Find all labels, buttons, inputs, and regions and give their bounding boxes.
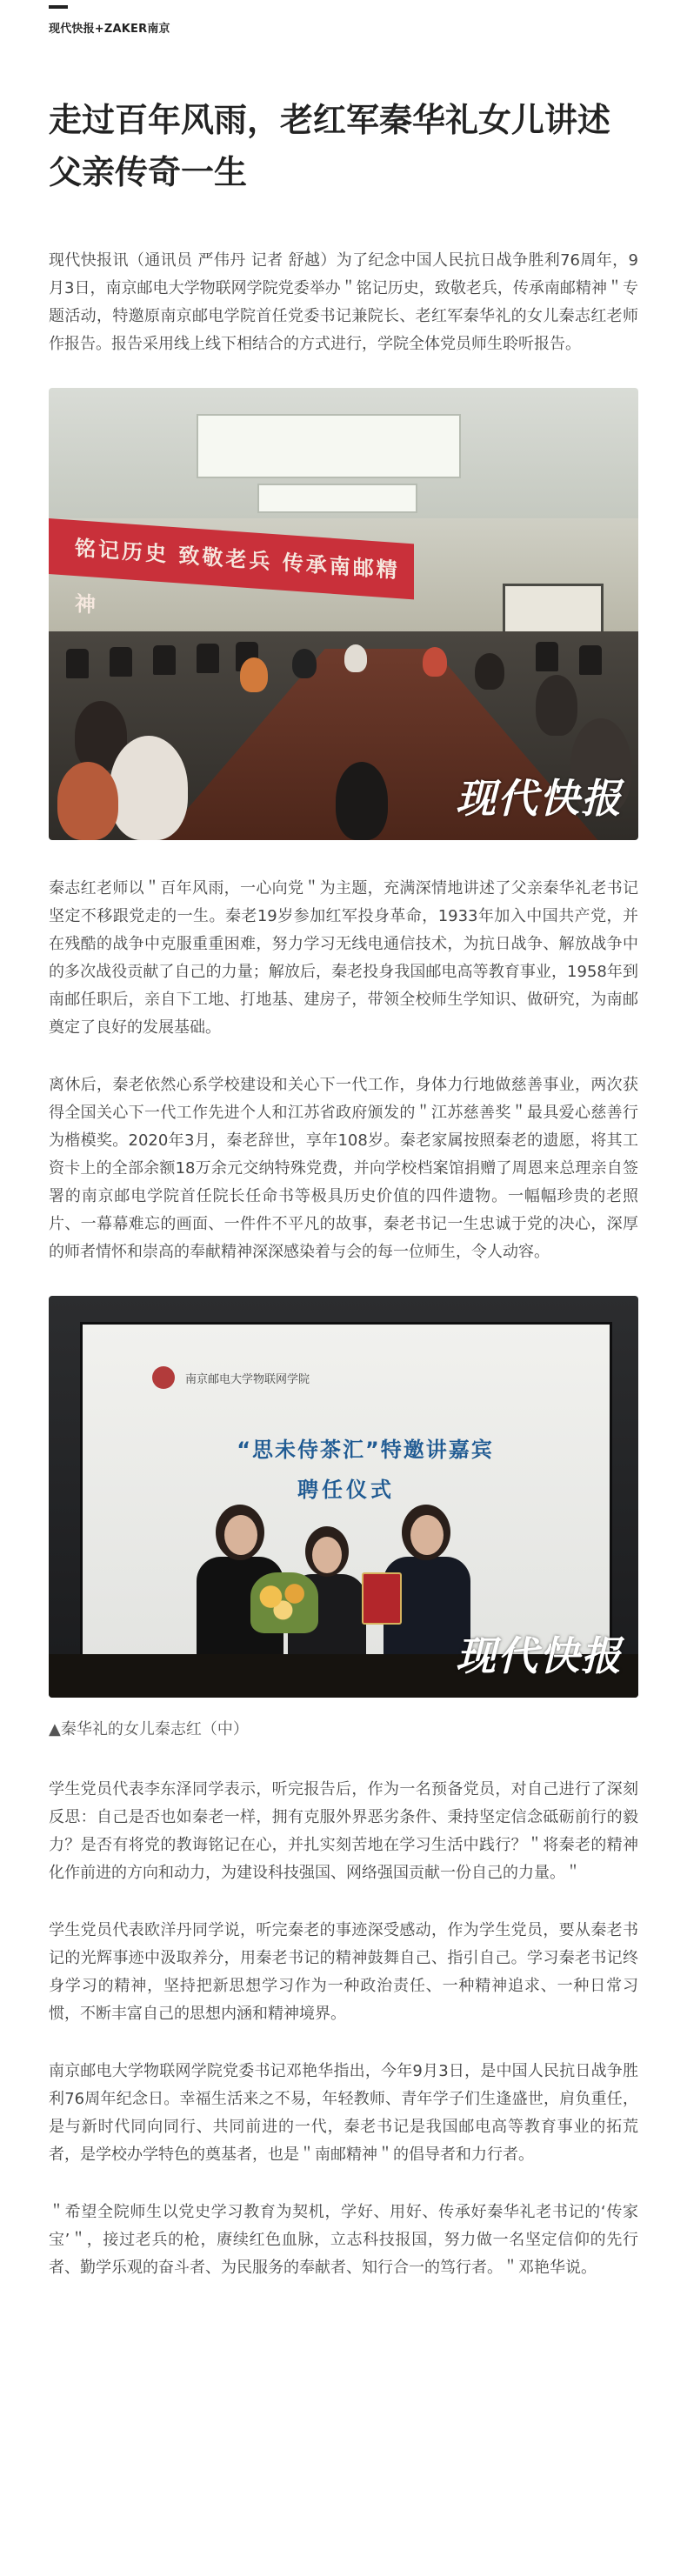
photo-attendee: [110, 736, 188, 840]
article-paragraph: 南京邮电大学物联网学院党委书记邓艳华指出，今年9月3日，是中国人民抗日战争胜利76周年纪念日。幸福生活来之不易，年轻教师、青年学子们生逢盛世，肩负重任，是与新时代同向同行、共同前进的一代，秦老书记是我国邮电高等教育事业的拓荒者，是学校办学特色的奠基者，也是＂南邮精神＂的倡导者和力行者。: [49, 2062, 638, 2164]
photo-chair: [110, 647, 132, 677]
photo-banner: 铭记历史 致敬老兵 传承南邮精神: [49, 518, 414, 599]
photo-chair: [197, 644, 219, 673]
photo-attendee: [475, 653, 504, 690]
photo-person-right-face: [410, 1515, 444, 1555]
certificate-icon: [362, 1572, 402, 1625]
photo-attendee: [57, 762, 118, 840]
screen-subtitle: 聘任仪式: [297, 1478, 395, 1502]
article-paragraph: 现代快报讯（通讯员 严伟丹 记者 舒越）为了纪念中国人民抗日战争胜利76周年，9月3日，南京邮电大学物联网学院党委举办＂铭记历史，致敬老兵，传承南邮精神＂专题活动，特邀原南京邮电学院首任党委书记兼院长、老红军秦华礼的女儿秦志红老师作报告。报告采用线上线下相结合的方式进行，学院全体党员师生聆听报告。: [49, 251, 638, 353]
photo-chair: [66, 649, 89, 678]
source-header: [49, 0, 638, 52]
photo-chair: [536, 642, 558, 671]
source-label[interactable]: 现代快报+ZAKER南京: [49, 23, 170, 36]
article-paragraph: 学生党员代表欧洋丹同学说，听完秦老的事迹深受感动，作为学生党员，要从秦老书记的光辉事迹中汲取养分，用秦老书记的精神鼓舞自己、指引自己。学习秦老书记终身学习的精神，坚持把新思想学习作为一种政治责任、一种精神追求、一种日常习惯，不断丰富自己的思想内涵和精神境界。: [49, 1921, 638, 2023]
photo-ceiling-light: [257, 484, 417, 513]
photo-person-left-face: [224, 1515, 257, 1555]
photo-attendee: [344, 644, 367, 672]
article-title: 走过百年风雨，老红军秦华礼女儿讲述父亲传奇一生: [49, 101, 611, 191]
photo-ceiling-light: [197, 414, 461, 478]
photo-person-center-face: [312, 1537, 342, 1573]
photo-attendee: [292, 649, 317, 678]
screen-header: 南京邮电大学物联网学院: [185, 1373, 310, 1386]
article-paragraph: ＂希望全院师生以党史学习教育为契机，学好、用好、传承好秦华礼老书记的‘传家宝’＂，接过老兵的枪，赓续红色血脉，立志科技报国，努力做一名坚定信仰的先行者、勤学乐观的奋斗者、为民服务的奉献者、知行合一的笃行者。＂邓艳华说。: [49, 2203, 638, 2277]
photo-chair: [579, 645, 602, 675]
photo-caption: ▲秦华礼的女儿秦志红（中）: [49, 1720, 249, 1738]
meeting-room-photo[interactable]: [49, 388, 638, 840]
article-paragraph: 秦志红老师以＂百年风雨，一心向党＂为主题，充满深情地讲述了父亲秦华礼老书记坚定不移跟党走的一生。秦老19岁参加红军投身革命，1933年加入中国共产党，并在残酷的战争中克服重重困难，努力学习无线电通信技术，为抗日战争、解放战争中的多次战役贡献了自己的力量；解放后，秦老投身我国邮电高等教育事业，1958年到南邮任职后，亲自下工地、打地基、建房子，带领全校师生学知识、做研究，为南邮奠定了良好的发展基础。: [49, 879, 638, 1037]
school-logo-icon: [152, 1366, 175, 1389]
ceremony-photo[interactable]: [49, 1296, 638, 1698]
photo-watermark: 现代快报: [456, 775, 623, 822]
photo-attendee: [423, 647, 447, 677]
article-paragraph: 学生党员代表李东泽同学表示，听完报告后，作为一名预备党员，对自己进行了深刻反思：自己是否也如秦老一样，拥有克服外界恶劣条件、秉持坚定信念砥砺前行的毅力？是否有将党的教诲铭记在心，并扎实刻苦地在学习生活中践行？＂将秦老的精神化作前进的方向和动力，为建设科技强国、网络强国贡献一份自己的力量。＂: [49, 1780, 638, 1882]
screen-title: “思未侍茶汇”特邀讲嘉宾: [237, 1438, 494, 1462]
source-mark: [49, 5, 68, 9]
article-paragraph: 离休后，秦老依然心系学校建设和关心下一代工作，身体力行地做慈善事业，两次获得全国关心下一代工作先进个人和江苏省政府颁发的＂江苏慈善奖＂最具爱心慈善行为楷模奖。2020年3月，秦老辞世，享年108岁。秦老家属按照秦老的遗愿，将其工资卡上的全部余额18万余元交纳特殊党费，并向学校档案馆捐赠了周恩来总理亲自签署的南京邮电学院首任院长任命书等极具历史价值的四件遗物。一幅幅珍贵的老照片、一幕幕难忘的画面、一件件不平凡的故事，秦老书记一生忠诚于党的决心，深厚的师者情怀和崇高的奉献精神深深感染着与会的每一位师生，令人动容。: [49, 1076, 638, 1261]
photo-watermark: 现代快报: [456, 1632, 623, 1679]
photo-attendee: [536, 675, 577, 736]
photo-attendee: [240, 657, 268, 692]
photo-attendee: [336, 762, 388, 840]
photo-chair: [153, 645, 176, 675]
flower-bouquet-icon: [250, 1572, 318, 1633]
